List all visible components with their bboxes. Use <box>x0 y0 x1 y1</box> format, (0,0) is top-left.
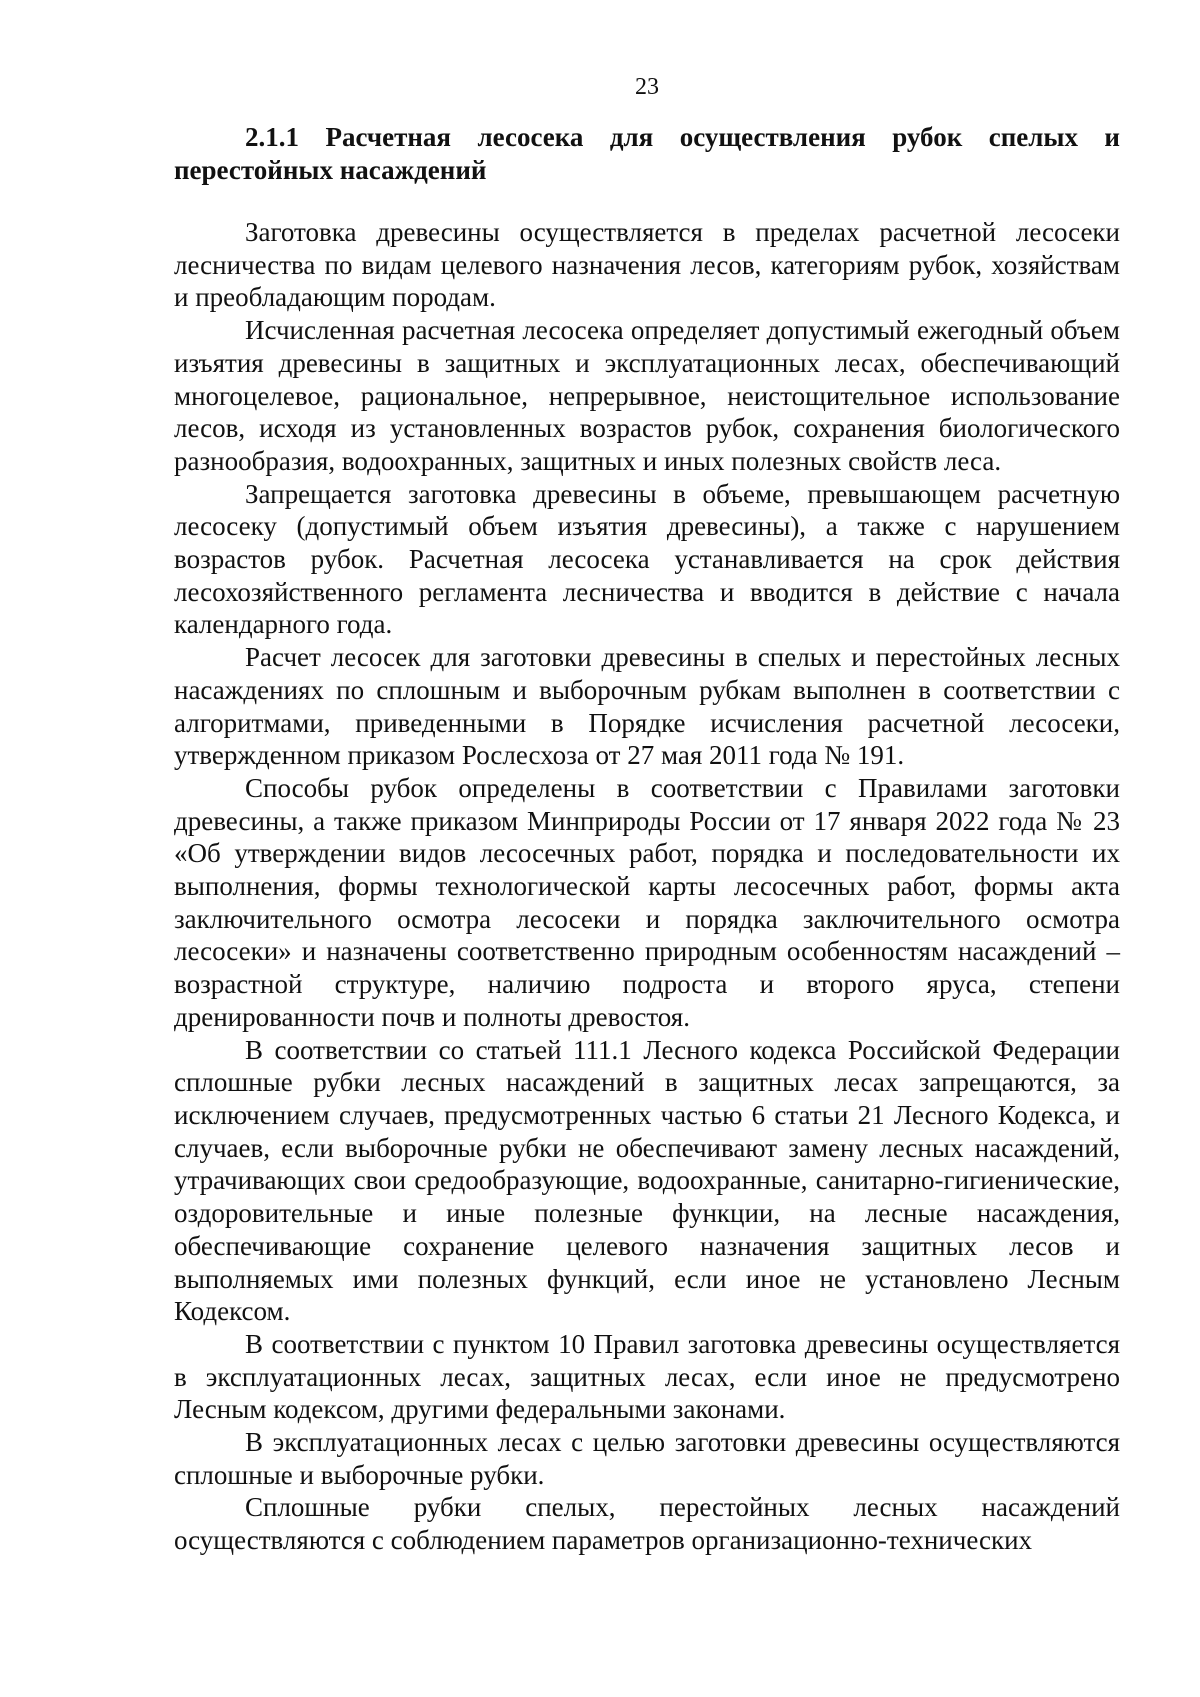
body-text <box>174 216 1120 1557</box>
section-heading: 2.1.1 Расчетная лесосека для осуществления рубок спелых и перестойных насаждений <box>174 122 1120 185</box>
paragraph: В эксплуатационных лесах с целью заготовки древесины осуществляются сплошные и выборочные рубки. <box>174 1427 1120 1490</box>
paragraph: Запрещается заготовка древесины в объеме, превышающем расчетную лесосеку (допустимый объем изъятия древесины), а также с нарушением возрастов рубок. Расчетная лесосека устанавливается на срок действия лесохозяйственного регламента лесничества и вводится в действие с начала календарного года. <box>174 478 1120 640</box>
paragraph: Заготовка древесины осуществляется в пределах расчетной лесосеки лесничества по видам целевого назначения лесов, категориям рубок, хозяйствам и преобладающим породам. <box>174 217 1120 313</box>
paragraph: Сплошные рубки спелых, перестойных лесных насаждений осуществляются с соблюдением параметров организационно-технических <box>174 1492 1120 1556</box>
paragraph: В соответствии со статьей 111.1 Лесного кодекса Российской Федерации сплошные рубки лесных насаждений в защитных лесах запрещаются, за исключением случаев, предусмотренных частью 6 статьи 21 Лесного Кодекса, и случаев, если выборочные рубки не обеспечивают замену лесных насаждений, утрачивающих свои средообразующие, водоохранные, санитарно-гигиенические, оздоровительные и иные полезные функции, на лесные насаждения, обеспечивающие сохранение целевого назначения защитных лесов и выполняемых ими полезных функций, если иное не установлено Лесным Кодексом. <box>174 1034 1120 1327</box>
page-number: 23 <box>635 74 659 100</box>
paragraph: В соответствии с пунктом 10 Правил заготовка древесины осуществляется в эксплуатационных лесах, защитных лесах, если иное не предусмотрено Лесным кодексом, другими федеральными законами. <box>174 1328 1120 1425</box>
paragraph: Расчет лесосек для заготовки древесины в спелых и перестойных лесных насаждениях по сплошным и выборочным рубкам выполнен в соответствии с алгоритмами, приведенными в Порядке исчисления расчетной лесосеки, утвержденном приказом Рослесхоза от 27 мая 2011 года № 191. <box>174 642 1120 771</box>
document-page <box>174 0 1120 1697</box>
paragraph: Способы рубок определены в соответствии с Правилами заготовки древесины, а также приказом Минприроды России от 17 января 2022 года № 23 «Об утверждении видов лесосечных работ, порядка и последовательности их выполнения, формы технологической карты лесосечных работ, формы акта заключительного осмотра лесосеки и порядка заключительного осмотра лесосеки» и назначены соответственно природным особенностям насаждений – возрастной структуре, наличию подроста и второго яруса, степени дренированности почв и полноты древостоя. <box>174 772 1120 1032</box>
paragraph: Исчисленная расчетная лесосека определяет допустимый ежегодный объем изъятия древесины в защитных и эксплуатационных лесах, обеспечивающий многоцелевое, рациональное, непрерывное, неистощительное использование лесов, исходя из установленных возрастов рубок, сохранения биологического разнообразия, водоохранных, защитных и иных полезных свойств леса. <box>174 315 1120 476</box>
